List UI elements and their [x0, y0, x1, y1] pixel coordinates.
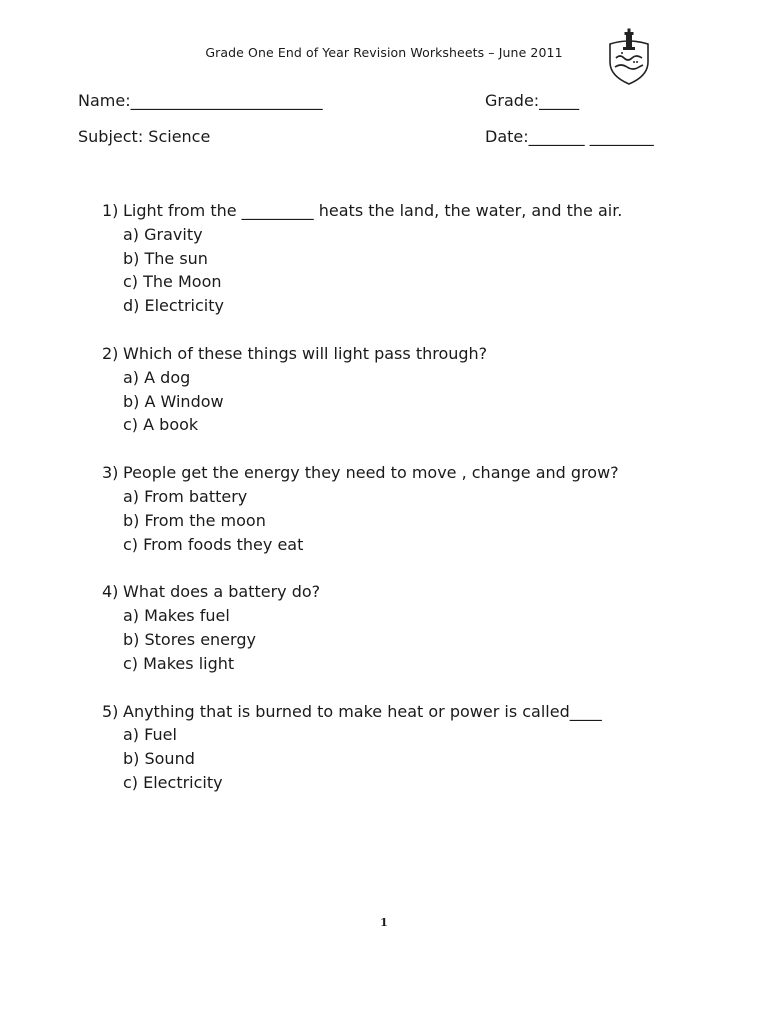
question-prompt: People get the energy they need to move , change and grow?	[123, 463, 619, 483]
question-text	[102, 199, 722, 223]
answer-option: a) From battery	[123, 486, 248, 506]
question-prompt: What does a battery do?	[123, 582, 321, 602]
question-text	[102, 342, 722, 366]
question-3	[102, 461, 722, 556]
question-list	[102, 199, 722, 819]
page-number: 1	[380, 916, 388, 929]
question-2	[102, 342, 722, 437]
answer-option: d) Electricity	[123, 296, 224, 316]
name-field: Name:________________________	[78, 91, 323, 110]
answer-option: c) A book	[123, 415, 199, 435]
question-1	[102, 199, 722, 318]
answer-option: a) Makes fuel	[123, 606, 230, 626]
answer-option: b) A Window	[123, 391, 224, 411]
question-text	[102, 461, 722, 485]
question-4	[102, 580, 722, 675]
answer-option: c) Electricity	[123, 772, 223, 792]
answer-option: c) From foods they eat	[123, 534, 304, 554]
grade-field: Grade:_____	[485, 91, 580, 110]
question-prompt: Which of these things will light pass through?	[123, 343, 488, 363]
question-number: 5)	[102, 701, 119, 721]
question-number: 3)	[102, 463, 119, 483]
answer-option: b) Stores energy	[123, 629, 256, 649]
question-number: 1)	[102, 201, 119, 220]
answer-option: b) Sound	[123, 749, 195, 769]
answer-option: c) The Moon	[123, 272, 222, 292]
question-prompt: Light from the _________ heats the land, the water, and the air.	[123, 201, 623, 220]
question-text	[102, 700, 722, 724]
answer-option: b) The sun	[123, 248, 208, 268]
question-5	[102, 700, 722, 795]
subject-field: Subject: Science	[78, 127, 211, 146]
question-text	[102, 580, 722, 604]
date-field: Date:_______ ________	[485, 127, 654, 146]
worksheet-title: Grade One End of Year Revision Worksheets – June 2011	[205, 45, 563, 60]
answer-option: a) Fuel	[123, 725, 177, 745]
answer-option: a) Gravity	[123, 224, 203, 244]
school-crest-icon	[606, 28, 652, 86]
question-number: 2)	[102, 343, 119, 363]
answer-option: b) From the moon	[123, 510, 266, 530]
question-prompt: Anything that is burned to make heat or power is called____	[123, 701, 602, 721]
answer-option: c) Makes light	[123, 653, 235, 673]
question-number: 4)	[102, 582, 119, 602]
answer-option: a) A dog	[123, 367, 191, 387]
